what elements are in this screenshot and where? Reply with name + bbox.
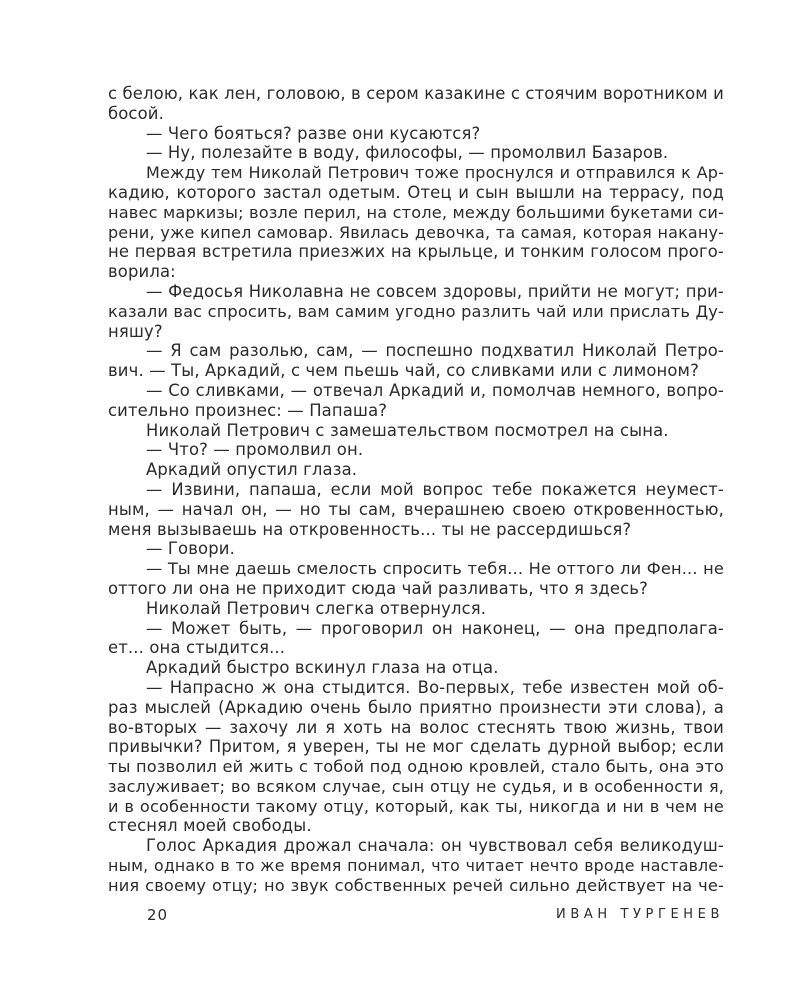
text-line: — Я сам разолью, сам, — поспешно подхватил Николай Петро-: [146, 341, 724, 361]
text-line: — Напрасно ж она стыдится. Во-первых, тебе известен мой об-: [146, 677, 724, 697]
text-line: ты позволил ей жить с тобой под одною кровлей, стало быть, она это: [108, 757, 724, 777]
text-line: заслуживает; во всяком случае, сын отцу не судья, и в особенности я,: [108, 776, 724, 796]
text-line: Между тем Николай Петрович тоже проснулся и отправился к Ар-: [146, 163, 724, 183]
text-line: Николай Петрович с замешательством посмотрел на сына.: [146, 420, 669, 440]
text-line: — Чего бояться? разве они кусаются?: [146, 123, 481, 143]
text-line: привычки? Притом, я уверен, ты не мог сделать дурной выбор; если: [108, 737, 724, 757]
running-header-author: ИВАН ТУРГЕНЕВ: [556, 907, 724, 922]
text-line: — Ты мне даешь смелость спросить тебя... Не оттого ли Фен... не: [146, 559, 724, 579]
text-line: Аркадий быстро вскинул глаза на отца.: [146, 658, 499, 678]
text-line: ным, — начал он, — но ты сам, вчерашнею своею откровенностью,: [108, 499, 724, 519]
text-line: не первая встретила приезжих на крыльце, и тонким голосом прого-: [108, 242, 724, 262]
text-line: меня вызываешь на откровенность... ты не рассердишься?: [108, 519, 632, 539]
text-line: казали вас спросить, вам самим угодно разлить чай или прислать Ду-: [108, 301, 724, 321]
text-line: во-вторых — захочу ли я хоть на волос стеснять твою жизнь, твои: [108, 717, 724, 737]
text-line: Аркадий опустил глаза.: [146, 460, 358, 480]
text-line: няшу?: [108, 321, 163, 341]
text-line: Николай Петрович слегка отвернулся.: [146, 598, 487, 618]
text-line: ет... она стыдится...: [108, 638, 286, 658]
text-line: с белою, как лен, головою, в сером казакине с стоячим воротником и: [108, 84, 724, 103]
text-line: — Говори.: [146, 539, 235, 559]
text-line: кадию, которого застал одетым. Отец и сын вышли на террасу, под: [108, 182, 724, 202]
text-line: навес маркизы; возле перил, на столе, между большими букетами си-: [108, 202, 724, 222]
page-number: 20: [147, 906, 169, 924]
text-line: — Со сливками, — отвечал Аркадий и, помолчав немного, вопро-: [146, 380, 724, 400]
text-line: ния своему отцу; но звук собственных речей сильно действует на че-: [108, 875, 724, 895]
text-line: — Ну, полезайте в воду, философы, — промолвил Базаров.: [146, 143, 669, 163]
text-line: раз мыслей (Аркадию очень было приятно произнести эти слова), а: [108, 697, 724, 717]
text-line: вич. — Ты, Аркадий, с чем пьешь чай, со сливками или с лимоном?: [108, 361, 699, 381]
text-line: и в особенности такому отцу, который, как ты, никогда и ни в чем не: [108, 796, 724, 816]
text-line: оттого ли она не приходит сюда чай разливать, что я здесь?: [108, 578, 648, 598]
text-line: сительно произнес: — Папаша?: [108, 400, 388, 420]
text-line: — Может быть, — проговорил он наконец, — она предполага-: [146, 618, 724, 638]
body-text: [108, 84, 724, 896]
text-line: — Федосья Николавна не совсем здоровы, прийти не могут; при-: [146, 281, 724, 301]
text-line: босой.: [108, 103, 164, 123]
text-line: — Что? — промолвил он.: [146, 440, 364, 460]
text-line: стеснял моей свободы.: [108, 816, 312, 836]
text-line: ным, однако в то же время понимал, что читает нечто вроде наставле-: [108, 856, 724, 876]
text-line: рени, уже кипел самовар. Явилась девочка, та самая, которая накану-: [108, 222, 724, 242]
text-line: — Извини, папаша, если мой вопрос тебе покажется неумест-: [146, 479, 724, 499]
text-line: Голос Аркадия дрожал сначала: он чувствовал себя великодуш-: [146, 836, 724, 856]
text-line: ворила:: [108, 262, 176, 282]
